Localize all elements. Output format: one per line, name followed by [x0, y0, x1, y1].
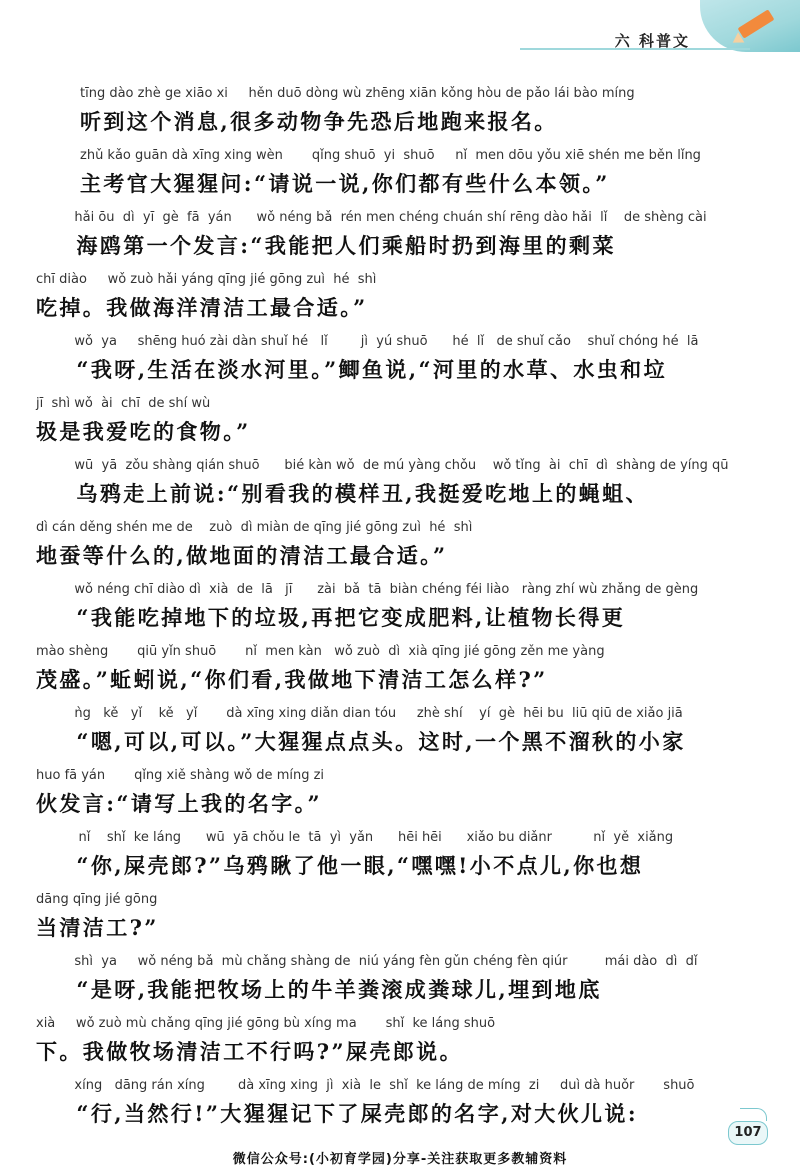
chinese-line: 当清洁工?”	[36, 915, 159, 940]
pinyin-line: xíng dāng rán xíng dà xīng xing jì xià le shǐ ke láng de míng zi duì dà huǒr shuō	[62, 1078, 695, 1093]
pinyin-line: mào shèng qiū yǐn shuō nǐ men kàn wǒ zuò dì xià qīng jié gōng zěn me yàng	[36, 644, 605, 659]
chinese-line: 听到这个消息,很多动物争先恐后地跑来报名。	[80, 109, 558, 134]
footer-note: 微信公众号:(小初育学园)分享-关注获取更多教辅资料	[232, 1152, 568, 1167]
pinyin-line: wǒ ya shēng huó zài dàn shuǐ hé lǐ jì yú shuō hé lǐ de shuǐ cǎo shuǐ chóng hé lā	[62, 334, 699, 349]
pinyin-line: zhǔ kǎo guān dà xīng xing wèn qǐng shuō yi shuō nǐ men dōu yǒu xiē shén me běn lǐng	[80, 148, 701, 163]
chinese-line: 茂盛。”蚯蚓说,“你们看,我做地下清洁工怎么样?”	[36, 667, 548, 692]
corner-decoration	[700, 0, 800, 52]
chinese-line: “嗯,可以,可以。”大猩猩点点头。这时,一个黑不溜秋的小家	[57, 729, 686, 754]
pinyin-line: huo fā yán qǐng xiě shàng wǒ de míng zi	[36, 768, 325, 783]
chinese-line: 圾是我爱吃的食物。”	[36, 419, 251, 444]
pinyin-line: nǐ shǐ ke láng wū yā chǒu le tā yì yǎn hēi hēi xiǎo bu diǎnr nǐ yě xiǎng	[62, 830, 674, 845]
chinese-line: “你,屎壳郎?”乌鸦瞅了他一眼,“嘿嘿!小不点儿,你也想	[57, 853, 644, 878]
pencil-icon	[738, 9, 775, 38]
pinyin-line: dāng qīng jié gōng	[36, 892, 158, 907]
pinyin-line: wū yā zǒu shàng qián shuō bié kàn wǒ de mú yàng chǒu wǒ tǐng ài chī dì shàng de yíng qū	[62, 458, 729, 473]
chinese-line: “我能吃掉地下的垃圾,再把它变成肥料,让植物长得更	[57, 605, 626, 630]
pinyin-line: xià wǒ zuò mù chǎng qīng jié gōng bù xíng ma shǐ ke láng shuō	[36, 1016, 496, 1031]
pinyin-line: dì cán děng shén me de zuò dì miàn de qīng jié gōng zuì hé shì	[36, 520, 473, 535]
chinese-line: “行,当然行!”大猩猩记下了屎壳郎的名字,对大伙儿说:	[57, 1101, 638, 1126]
page-number: 107	[728, 1121, 768, 1145]
pinyin-line: tīng dào zhè ge xiāo xi hěn duō dòng wù zhēng xiān kǒng hòu de pǎo lái bào míng	[80, 86, 635, 101]
chinese-line: 主考官大猩猩问:“请说一说,你们都有些什么本领。”	[80, 171, 610, 196]
pinyin-line: chī diào wǒ zuò hǎi yáng qīng jié gōng zuì hé shì	[36, 272, 377, 287]
chinese-line: “是呀,我能把牧场上的牛羊粪滚成粪球儿,埋到地底	[57, 977, 602, 1002]
chinese-line: 乌鸦走上前说:“别看我的模样丑,我挺爱吃地上的蝇蛆、	[57, 481, 649, 506]
chinese-line: 海鸥第一个发言:“我能把人们乘船时扔到海里的剩菜	[57, 233, 616, 258]
pinyin-line: jī shì wǒ ài chī de shí wù	[36, 396, 211, 411]
pinyin-line: shì ya wǒ néng bǎ mù chǎng shàng de niú yáng fèn gǔn chéng fèn qiúr mái dào dì dǐ	[62, 954, 698, 969]
chinese-line: “我呀,生活在淡水河里。”鲫鱼说,“河里的水草、水虫和垃	[57, 357, 667, 382]
pinyin-line: wǒ néng chī diào dì xià de lā jī zài bǎ tā biàn chéng féi liào ràng zhí wù zhǎng de gèng	[62, 582, 699, 597]
page-number-decoration	[740, 1108, 767, 1121]
chinese-line: 下。我做牧场清洁工不行吗?”屎壳郎说。	[36, 1039, 463, 1064]
chinese-line: 地蚕等什么的,做地面的清洁工最合适。”	[36, 543, 448, 568]
pinyin-line: hǎi ōu dì yī gè fā yán wǒ néng bǎ rén men chéng chuán shí rēng dào hǎi lǐ de shèng cài	[62, 210, 707, 225]
chinese-line: 吃掉。我做海洋清洁工最合适。”	[36, 295, 368, 320]
chapter-title: 六 科普文	[614, 32, 690, 50]
pinyin-line: ǹg kě yǐ kě yǐ dà xīng xing diǎn dian tóu zhè shí yí gè hēi bu liū qiū de xiǎo jiā	[62, 706, 683, 721]
chinese-line: 伙发言:“请写上我的名字。”	[36, 791, 323, 816]
